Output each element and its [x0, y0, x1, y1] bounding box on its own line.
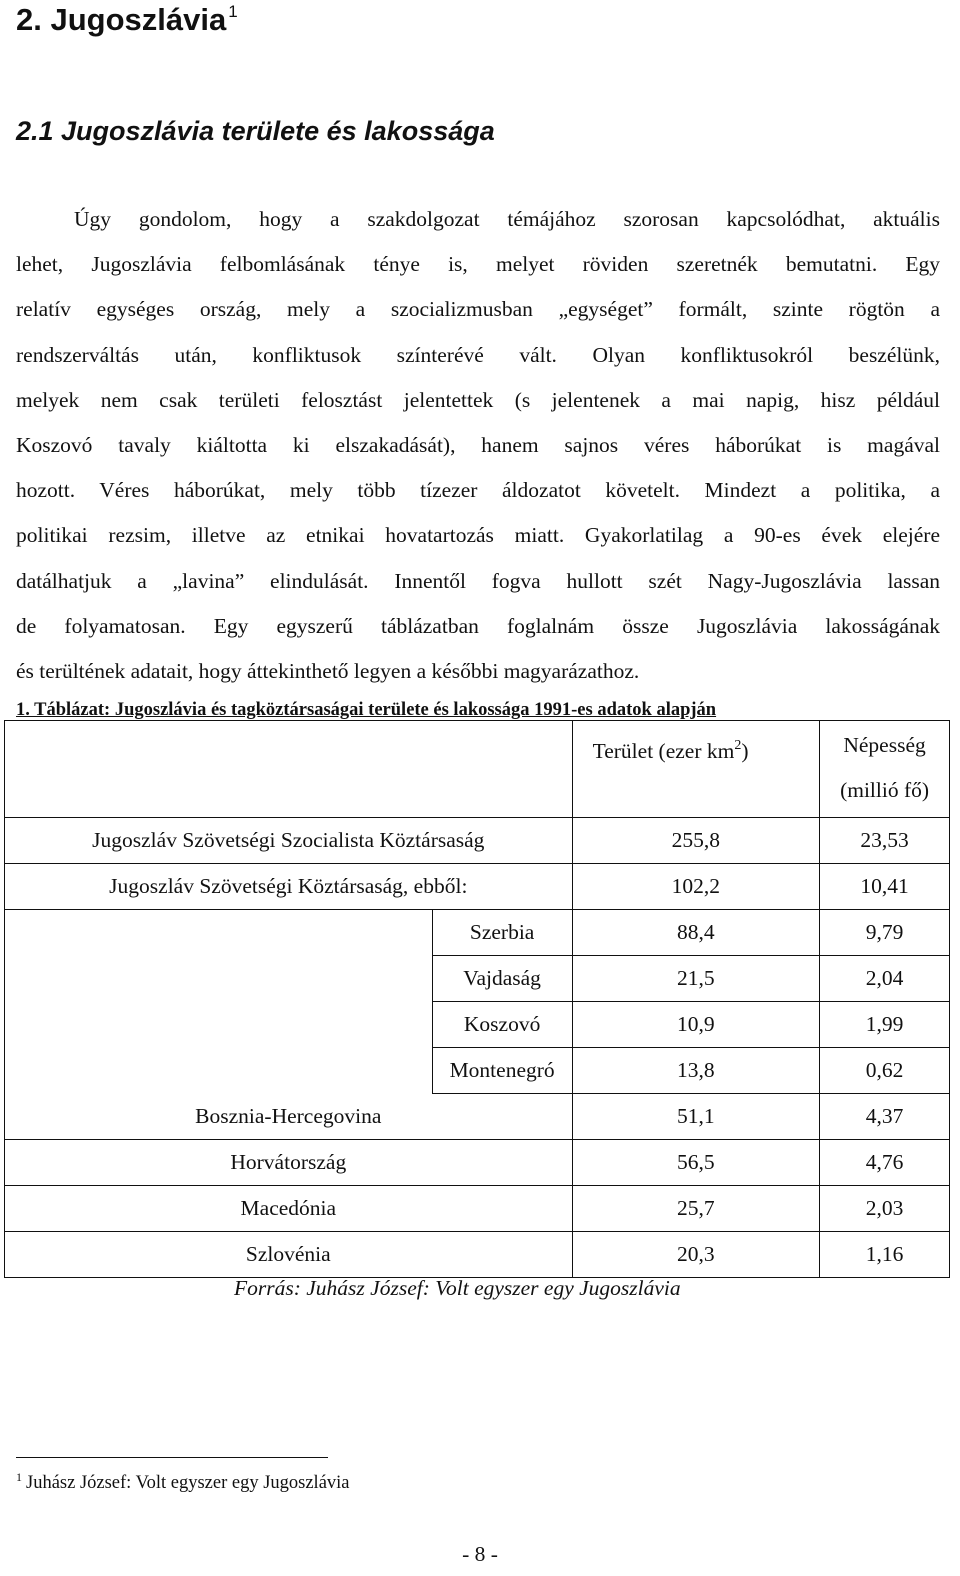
row-population: 2,03 — [820, 1186, 950, 1232]
row-name: Horvátország — [5, 1140, 573, 1186]
header-population-cell: Népesség (millió fő) — [820, 721, 950, 818]
paragraph-line: de folyamatosan. Egy egyszerű táblázatban foglalnám össze Jugoszlávia lakosságának — [16, 613, 940, 638]
chapter-heading — [16, 2, 238, 38]
paragraph-line: lehet, Jugoszlávia felbomlásának ténye is, melyet röviden szeretnék bemutatni. Egy — [16, 252, 940, 277]
table-row — [5, 1232, 950, 1278]
row-population: 4,37 — [820, 1094, 950, 1140]
row-population: 23,53 — [820, 818, 950, 864]
row-area: 13,8 — [572, 1048, 820, 1094]
table-row — [5, 864, 950, 910]
row-name: Jugoszláv Szövetségi Szocialista Köztársaság — [5, 818, 573, 864]
section-heading: 2.1 Jugoszlávia területe és lakossága — [16, 116, 495, 146]
row-name: Bosznia-Hercegovina — [5, 1094, 573, 1140]
paragraph-line: rendszerváltás után, konfliktusok színterévé vált. Olyan konfliktusokról beszélünk, — [16, 342, 940, 367]
row-population: 4,76 — [820, 1140, 950, 1186]
row-area: 51,1 — [572, 1094, 820, 1140]
data-table — [4, 720, 950, 1278]
footnote-separator — [16, 1457, 328, 1458]
chapter-title: 2. Jugoszlávia — [16, 2, 227, 37]
table-caption: 1. Táblázat: Jugoszlávia és tagköztársaságai területe és lakossága 1991-es adatok alapján — [16, 700, 717, 720]
row-population: 0,62 — [820, 1048, 950, 1094]
paragraph-line: és terültének adatait, hogy áttekinthető legyen a későbbi magyarázathoz. — [16, 658, 640, 683]
table-row — [5, 1186, 950, 1232]
table-source: Forrás: Juhász József: Volt egyszer egy Jugoszlávia — [234, 1276, 681, 1300]
footnote-mark: 1 — [16, 1470, 22, 1484]
table-header-row — [5, 721, 950, 818]
row-population: 1,16 — [820, 1232, 950, 1278]
row-population: 2,04 — [820, 956, 950, 1002]
row-name: Montenegró — [432, 1048, 572, 1094]
row-name: Szerbia — [432, 910, 572, 956]
row-name: Koszovó — [432, 1002, 572, 1048]
paragraph-line: Úgy gondolom, hogy a szakdolgozat témájához szorosan kapcsolódhat, aktuális — [74, 207, 940, 231]
row-area: 102,2 — [572, 864, 820, 910]
header-empty-cell — [5, 721, 573, 818]
row-population: 9,79 — [820, 910, 950, 956]
paragraph-line: melyek nem csak területi felosztást jelentettek (s jelentenek a mai napig, hisz például — [16, 387, 940, 412]
table-row — [5, 1094, 950, 1140]
footnote-text: Juhász József: Volt egyszer egy Jugoszlávia — [26, 1473, 350, 1493]
paragraph-line: Koszovó tavaly kiáltotta ki elszakadását), hanem sajnos véres háborúkat is magával — [16, 432, 940, 457]
paragraph-line: datálhatjuk a „lavina” elindulását. Innentől fogva hullott szét Nagy-Jugoszlávia lassan — [16, 568, 940, 593]
header-area-cell: Terület (ezer $km^2$) — [572, 721, 820, 818]
footnote — [16, 1470, 350, 1494]
row-name: Jugoszláv Szövetségi Köztársaság, ebből: — [5, 864, 573, 910]
page-number: - 8 - — [462, 1542, 498, 1566]
table-row — [5, 1140, 950, 1186]
row-area: 10,9 — [572, 1002, 820, 1048]
row-name: Szlovénia — [5, 1232, 573, 1278]
row-area: 88,4 — [572, 910, 820, 956]
paragraph-line: hozott. Véres háborúkat, mely több tízezer áldozatot követelt. Mindezt a politika, a — [16, 478, 940, 503]
paragraph-line: relatív egységes ország, mely a szocializmusban „egységet” formált, szinte rögtön a — [16, 297, 940, 322]
row-population: 10,41 — [820, 864, 950, 910]
indent-spacer-cell — [5, 910, 433, 1094]
row-name: Macedónia — [5, 1186, 573, 1232]
body-paragraph — [16, 197, 940, 694]
row-area: 255,8 — [572, 818, 820, 864]
footnote-reference: 1 — [228, 2, 238, 21]
table-row — [5, 818, 950, 864]
row-area: 21,5 — [572, 956, 820, 1002]
row-area: 25,7 — [572, 1186, 820, 1232]
paragraph-line: politikai rezsim, illetve az etnikai hovatartozás miatt. Gyakorlatilag a 90-es évek elejére — [16, 523, 940, 548]
row-name: Vajdaság — [432, 956, 572, 1002]
row-area: 20,3 — [572, 1232, 820, 1278]
table-row — [5, 910, 950, 956]
row-population: 1,99 — [820, 1002, 950, 1048]
row-area: 56,5 — [572, 1140, 820, 1186]
